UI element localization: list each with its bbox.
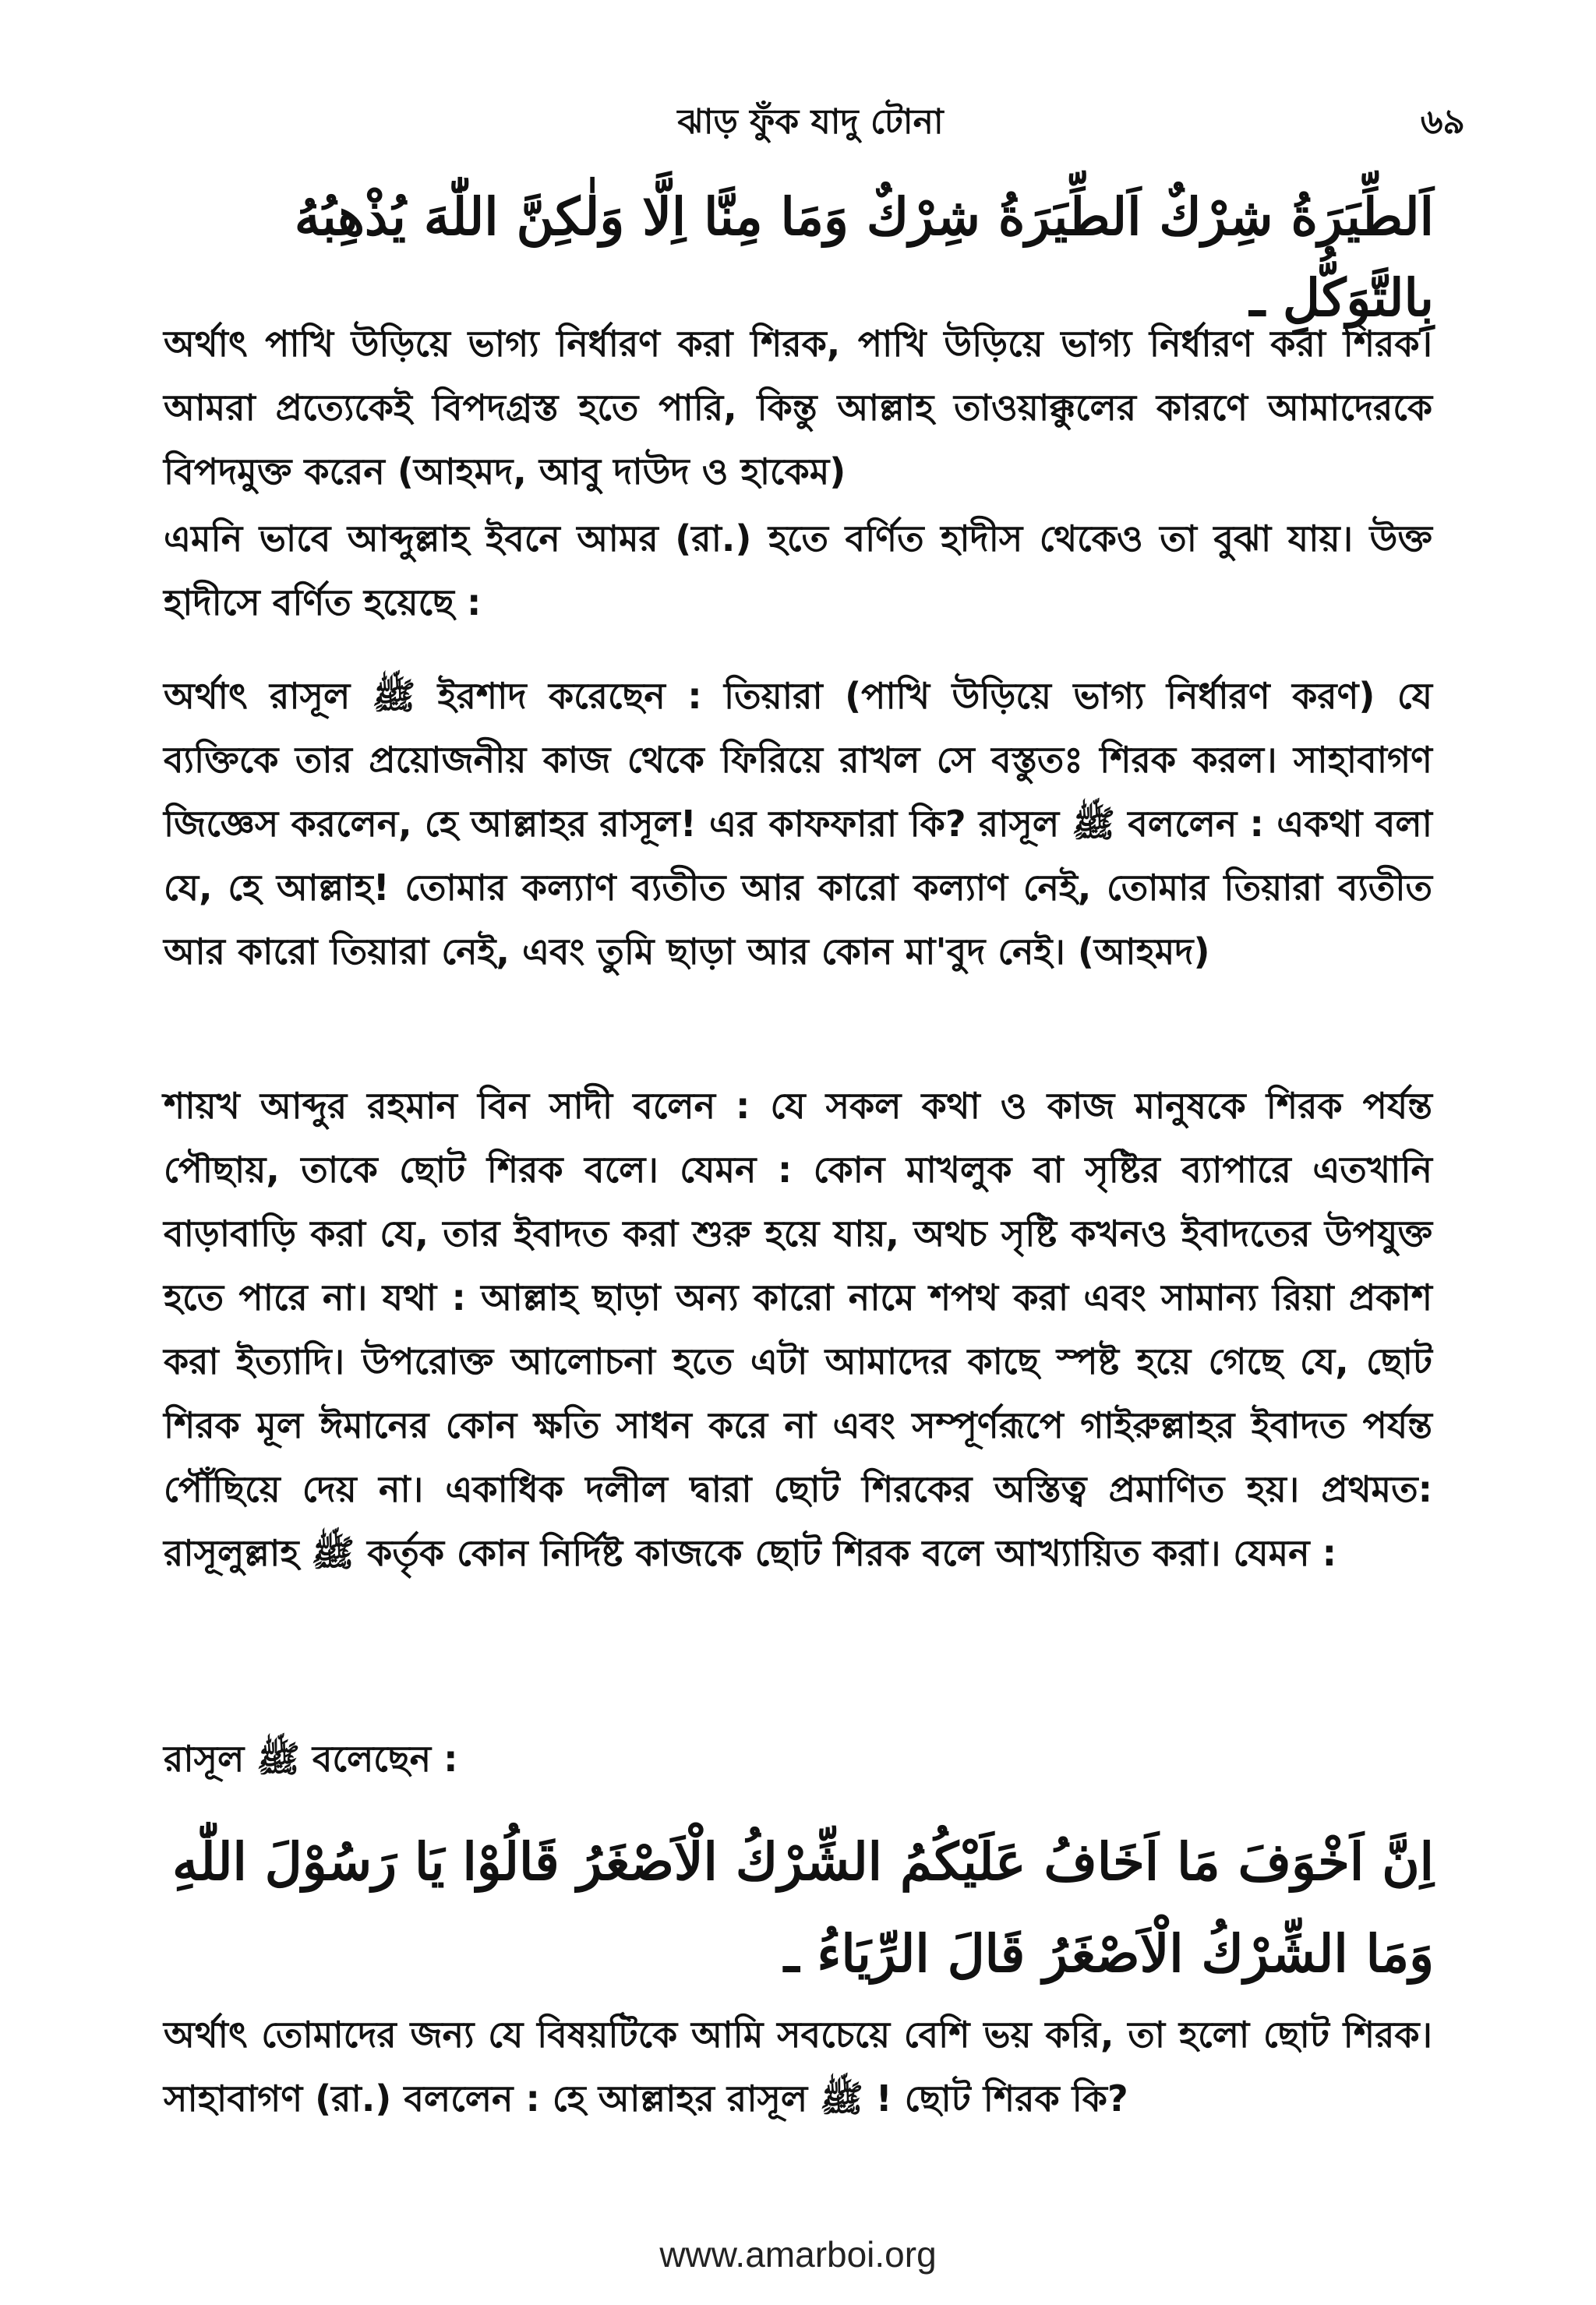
paragraph-translation-2: অর্থাৎ রাসূল ﷺ ইরশাদ করেছেন : তিয়ারা (পাখি উড়িয়ে ভাগ্য নির্ধারণ করণ) যে ব্যক্তিকে তার প্রয়োজনীয় কাজ থেকে ফিরিয়ে রাখল সে বস্তুতঃ শিরক করল। সাহাবাগণ জিজ্ঞেস করলেন, হে আল্লাহর রাসূল! এর কাফফারা কি? রাসূল ﷺ বললেন : একথা বলা যে, হে আল্লাহ! তোমার কল্যাণ ব্যতীত আর কারো কল্যাণ নেই, তোমার তিয়ারা ব্যতীত আর কারো তিয়ারা নেই, এবং তুমি ছাড়া আর কোন মা'বুদ নেই। (আহমদ) bbox=[164, 675, 1432, 972]
paragraph-narration: এমনি ভাবে আব্দুল্লাহ ইবনে আমর (রা.) হতে বর্ণিত হাদীস থেকেও তা বুঝা যায়। উক্ত হাদীসে বর্ণিত হয়েছে : bbox=[164, 517, 1432, 623]
running-title: ঝাড় ফুঁক যাদু টোনা bbox=[677, 102, 944, 142]
arabic-hadith-1: اَلطِّيَرَةُ شِرْكٌ اَلطِّيَرَةُ شِرْكٌ وَمَا مِنَّا اِلَّا وَلٰكِنَّ اللّٰهَ يُذْهِبُهُ بِالتَّوَكُّلِ ـ bbox=[294, 186, 1434, 328]
paragraph-explanation: শায়খ আব্দুর রহমান বিন সাদী বলেন : যে সকল কথা ও কাজ মানুষকে শিরক পর্যন্ত পৌছায়, তাকে ছোট শিরক বলে। যেমন : কোন মাখলুক বা সৃষ্টির ব্যাপারে এতখানি বাড়াবাড়ি করা যে, তার ইবাদত করা শুরু হয়ে যায়, অথচ সৃষ্টি কখনও ইবাদতের উপযুক্ত হতে পারে না। যথা : আল্লাহ ছাড়া অন্য কারো নামে শপথ করা এবং সামান্য রিয়া প্রকাশ করা ইত্যাদি। উপরোক্ত আলোচনা হতে এটা আমাদের কাছে স্পষ্ট হয়ে গেছে যে, ছোট শিরক মূল ঈমানের কোন ক্ষতি সাধন করে না এবং সম্পূর্ণরূপে গাইরুল্লাহর ইবাদত পর্যন্ত পৌঁছিয়ে দেয় না। একাধিক দলীল দ্বারা ছোট শিরকের অস্তিত্ব প্রমাণিত হয়। প্রথমত: রাসূলুল্লাহ ﷺ কর্তৃক কোন নির্দিষ্ট কাজকে ছোট শিরক বলে আখ্যায়িত করা। যেমন : bbox=[164, 1085, 1432, 1574]
page-header bbox=[156, 95, 1465, 150]
arabic-hadith-2: اِنَّ اَخْوَفَ مَا اَخَافُ عَلَيْكُمُ الشِّرْكُ الْاَصْغَرُ قَالُوْا يَا رَسُوْلَ اللّٰهِ وَمَا الشِّرْكُ الْاَصْغَرُ قَالَ الرِّيَاءُ ـ bbox=[172, 1831, 1434, 1984]
paragraph-translation-1: অর্থাৎ পাখি উড়িয়ে ভাগ্য নির্ধারণ করা শিরক, পাখি উড়িয়ে ভাগ্য নির্ধারণ করা শিরক। আমরা প্রত্যেকেই বিপদগ্রস্ত হতে পারি, কিন্তু আল্লাহ তাওয়াক্কুলের কারণে আমাদেরকে বিপদমুক্ত করেন (আহমদ, আবু দাউদ ও হাকেম) bbox=[164, 323, 1432, 492]
page-number: ৬৯ bbox=[1420, 102, 1465, 142]
paragraph-rasul-said: রাসূল ﷺ বলেছেন : bbox=[164, 1738, 458, 1780]
footer-watermark: www.amarboi.org bbox=[659, 2234, 937, 2275]
paragraph-translation-3: অর্থাৎ তোমাদের জন্য যে বিষয়টিকে আমি সবচেয়ে বেশি ভয় করি, তা হলো ছোট শিরক। সাহাবাগণ (রা.) বললেন : হে আল্লাহর রাসূল ﷺ ! ছোট শিরক কি? bbox=[164, 2014, 1432, 2120]
